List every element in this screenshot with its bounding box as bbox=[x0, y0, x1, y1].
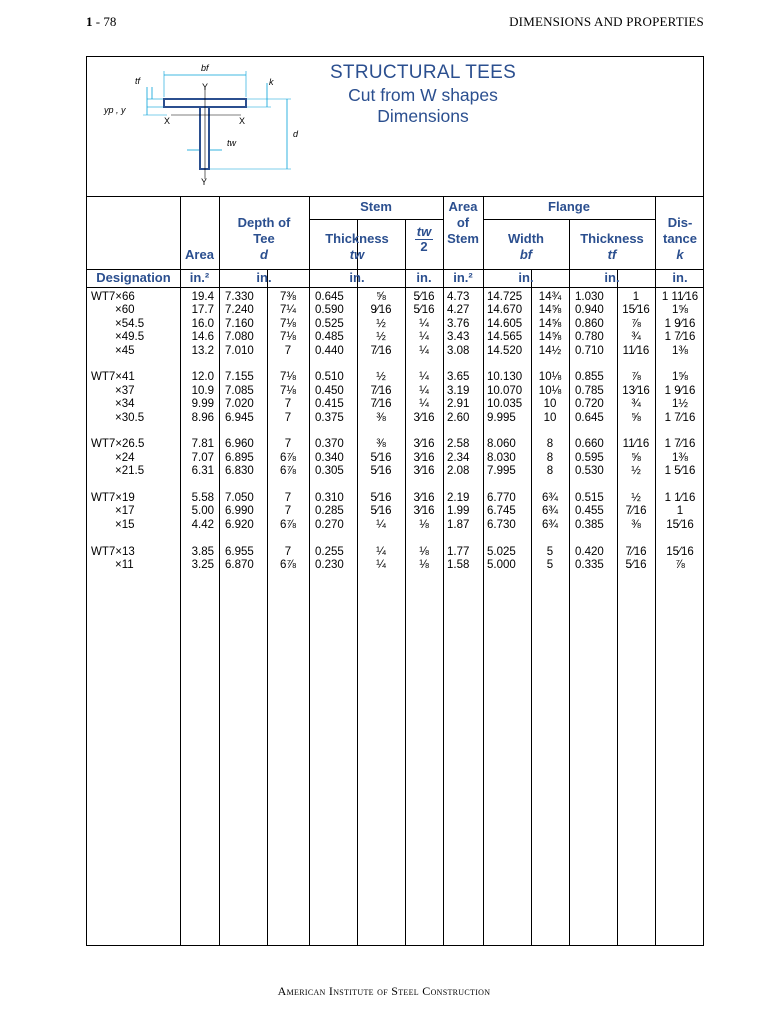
cell-d-frac: 7 bbox=[284, 344, 292, 357]
tee-section-diagram bbox=[87, 57, 317, 197]
cell-astem: 1.99 bbox=[447, 505, 470, 518]
cell-d: 7.020 bbox=[225, 398, 254, 411]
cell-astem: 4.27 bbox=[447, 304, 470, 317]
cell-astem: 2.08 bbox=[447, 465, 470, 478]
cell-tw-frac: ⅜ bbox=[376, 411, 386, 424]
cell-designation: WT7×13 bbox=[91, 545, 135, 558]
cell-tw2: 3⁄16 bbox=[413, 411, 435, 424]
col-rule bbox=[267, 269, 268, 945]
cell-tw: 0.270 bbox=[315, 518, 344, 531]
header-distance: Dis- tance k bbox=[663, 215, 697, 262]
cell-bf-frac: 8 bbox=[546, 438, 554, 451]
cell-area: 19.4 bbox=[191, 291, 214, 303]
cell-tf: 0.860 bbox=[575, 317, 604, 330]
cell-tw: 0.590 bbox=[315, 304, 344, 317]
x-axis-right-label: X bbox=[239, 116, 246, 126]
cell-tw-frac: 5⁄16 bbox=[370, 492, 392, 504]
unit-flange-thickness: in. bbox=[604, 270, 620, 285]
col-rule bbox=[309, 197, 310, 945]
cell-d-frac: 7 bbox=[284, 438, 292, 451]
cell-astem: 2.34 bbox=[447, 451, 470, 464]
cell-tf-frac: ½ bbox=[631, 492, 641, 504]
cell-designation: ×30.5 bbox=[115, 411, 145, 424]
cell-area: 17.7 bbox=[191, 304, 214, 317]
cell-tf-frac: ⅝ bbox=[631, 451, 641, 464]
cell-bf: 9.995 bbox=[487, 411, 516, 424]
cell-bf: 5.025 bbox=[487, 545, 516, 558]
cell-tf-frac: 13⁄16 bbox=[622, 384, 650, 397]
cell-tf-frac: ⅜ bbox=[631, 518, 641, 531]
cell-tw-frac: 5⁄16 bbox=[370, 465, 392, 478]
cell-d-frac: 7⅛ bbox=[280, 384, 296, 397]
col-rule bbox=[617, 269, 618, 945]
cell-k: 1⅜ bbox=[672, 451, 688, 464]
cell-bf-frac: 6¾ bbox=[542, 518, 558, 531]
cell-tw-frac: 5⁄16 bbox=[370, 451, 392, 464]
cell-tw-frac: ⅝ bbox=[376, 291, 386, 303]
cell-astem: 3.19 bbox=[447, 384, 470, 397]
cell-area: 6.31 bbox=[191, 465, 214, 478]
cell-d-frac: 7⅛ bbox=[280, 317, 296, 330]
cell-k: ⅞ bbox=[675, 559, 685, 571]
cell-k: 1 11⁄16 bbox=[661, 291, 699, 303]
header-depth: Depth of Tee d bbox=[237, 215, 291, 262]
cell-designation: ×11 bbox=[115, 559, 134, 571]
cell-bf-frac: 14⅝ bbox=[538, 304, 562, 317]
cell-area: 16.0 bbox=[191, 317, 214, 330]
cell-bf-frac: 5 bbox=[546, 545, 554, 558]
unit-width: in. bbox=[518, 270, 534, 285]
cell-tw-frac: ½ bbox=[376, 331, 386, 344]
cell-d-frac: 6⅞ bbox=[280, 559, 296, 571]
cell-bf-frac: 14⅝ bbox=[538, 317, 562, 330]
col-rule bbox=[531, 269, 532, 945]
d-label: d bbox=[293, 129, 299, 139]
cell-designation: WT7×41 bbox=[91, 371, 135, 384]
unit-area-stem: in.² bbox=[453, 270, 473, 285]
cell-bf-frac: 5 bbox=[546, 559, 554, 571]
cell-tw-frac: ¼ bbox=[376, 518, 386, 531]
col-rule bbox=[483, 197, 484, 945]
cell-k: 1 9⁄16 bbox=[664, 317, 696, 330]
cell-tw: 0.440 bbox=[315, 344, 344, 357]
cell-area: 7.07 bbox=[191, 451, 214, 464]
cell-designation: ×37 bbox=[115, 384, 135, 397]
cell-bf: 10.130 bbox=[487, 371, 523, 384]
header-flange-thickness: Thickness tf bbox=[580, 231, 644, 262]
cell-tw2: ⅛ bbox=[419, 518, 429, 531]
cell-tw: 0.415 bbox=[315, 398, 344, 411]
cell-bf-frac: 8 bbox=[546, 451, 554, 464]
section-title: DIMENSIONS AND PROPERTIES bbox=[509, 14, 704, 29]
cell-astem: 2.58 bbox=[447, 438, 470, 451]
cell-d: 6.990 bbox=[225, 505, 254, 518]
cell-k: 1 1⁄16 bbox=[664, 492, 696, 504]
cell-d: 6.830 bbox=[225, 465, 254, 478]
cell-astem: 3.08 bbox=[447, 344, 470, 357]
cell-d: 7.080 bbox=[225, 331, 254, 344]
cell-tw: 0.255 bbox=[315, 545, 344, 558]
cell-astem: 3.76 bbox=[447, 317, 470, 330]
cell-d: 7.050 bbox=[225, 492, 254, 504]
cell-tf-frac: ½ bbox=[631, 465, 641, 478]
cell-designation: WT7×19 bbox=[91, 492, 135, 504]
cell-tw2: ¼ bbox=[419, 317, 429, 330]
cell-bf-frac: 10⅛ bbox=[538, 371, 562, 384]
cell-area: 8.96 bbox=[191, 411, 214, 424]
cell-k: 1 7⁄16 bbox=[664, 438, 696, 451]
cell-tw2: ⅛ bbox=[419, 559, 429, 571]
cell-d: 6.895 bbox=[225, 451, 254, 464]
cell-bf: 6.770 bbox=[487, 492, 516, 504]
cell-designation: ×17 bbox=[115, 505, 135, 518]
cell-tw2: ¼ bbox=[419, 398, 429, 411]
cell-tf-frac: ⅝ bbox=[631, 411, 641, 424]
cell-tw: 0.645 bbox=[315, 291, 344, 303]
cell-tw-frac: ½ bbox=[376, 317, 386, 330]
cell-tw: 0.370 bbox=[315, 438, 344, 451]
cell-tf: 0.780 bbox=[575, 331, 604, 344]
cell-tw2: 3⁄16 bbox=[413, 492, 435, 504]
cell-astem: 1.87 bbox=[447, 518, 470, 531]
y-axis-bottom-label: Y bbox=[201, 177, 208, 187]
cell-bf: 7.995 bbox=[487, 465, 516, 478]
cell-astem: 3.43 bbox=[447, 331, 470, 344]
page-footer: American Institute of Steel Construction bbox=[277, 984, 491, 998]
cell-k: 1½ bbox=[672, 398, 688, 411]
cell-tf: 0.455 bbox=[575, 505, 604, 518]
cell-tw-frac: ¼ bbox=[376, 545, 386, 558]
cell-bf-frac: 14¾ bbox=[538, 291, 562, 303]
cell-bf-frac: 8 bbox=[546, 465, 554, 478]
cell-designation: ×24 bbox=[115, 451, 135, 464]
cell-area: 10.9 bbox=[191, 384, 214, 397]
cell-tw-frac: ⅜ bbox=[376, 438, 386, 451]
cell-tw-frac: ¼ bbox=[376, 559, 386, 571]
cell-tf: 0.720 bbox=[575, 398, 604, 411]
cell-bf-frac: 10 bbox=[543, 398, 557, 411]
cell-astem: 1.77 bbox=[447, 545, 470, 558]
cell-bf-frac: 14⅝ bbox=[538, 331, 562, 344]
cell-d: 7.160 bbox=[225, 317, 254, 330]
cell-tw2: 5⁄16 bbox=[413, 291, 435, 303]
table-subtitle-2: Dimensions bbox=[377, 106, 469, 126]
cell-tw-frac: 7⁄16 bbox=[370, 344, 392, 357]
cell-d-frac: 6⅞ bbox=[280, 451, 296, 464]
flange-spanner-rule bbox=[483, 219, 655, 220]
cell-tw: 0.230 bbox=[315, 559, 344, 571]
cell-designation: ×60 bbox=[115, 304, 135, 317]
cell-tw: 0.510 bbox=[315, 371, 344, 384]
cell-bf-frac: 14½ bbox=[538, 344, 562, 357]
unit-tw-half: in. bbox=[416, 270, 432, 285]
cell-tw2: 3⁄16 bbox=[413, 438, 435, 451]
cell-tf: 0.645 bbox=[575, 411, 604, 424]
cell-tw-frac: 5⁄16 bbox=[370, 505, 392, 518]
cell-d: 6.920 bbox=[225, 518, 254, 531]
cell-designation: ×45 bbox=[115, 344, 135, 357]
cell-tw2: 3⁄16 bbox=[413, 451, 435, 464]
cell-d: 7.085 bbox=[225, 384, 254, 397]
cell-tw-frac: 7⁄16 bbox=[370, 398, 392, 411]
cell-bf-frac: 6¾ bbox=[542, 492, 558, 504]
cell-tw: 0.305 bbox=[315, 465, 344, 478]
cell-d: 6.945 bbox=[225, 411, 254, 424]
header-bottom-rule bbox=[87, 287, 703, 288]
cell-tw: 0.375 bbox=[315, 411, 344, 424]
cell-tw: 0.485 bbox=[315, 331, 344, 344]
cell-tf-frac: 11⁄16 bbox=[622, 344, 650, 357]
header-tw-half: tw 2 bbox=[416, 224, 432, 254]
cell-designation: ×21.5 bbox=[115, 465, 145, 478]
cell-tf: 0.595 bbox=[575, 451, 604, 464]
cell-bf: 10.035 bbox=[487, 398, 523, 411]
cell-tf: 0.855 bbox=[575, 371, 604, 384]
cell-bf: 8.060 bbox=[487, 438, 516, 451]
cell-d: 6.955 bbox=[225, 545, 254, 558]
k-label: k bbox=[269, 77, 274, 87]
cell-tf: 0.530 bbox=[575, 465, 604, 478]
cell-bf: 14.520 bbox=[487, 344, 523, 357]
header-stem: Stem bbox=[360, 199, 392, 214]
unit-distance: in. bbox=[672, 270, 688, 285]
tw-label: tw bbox=[227, 138, 236, 148]
cell-k: 1 9⁄16 bbox=[664, 384, 696, 397]
cell-bf: 14.670 bbox=[487, 304, 523, 317]
unit-stem-thickness: in. bbox=[349, 270, 365, 285]
cell-tf-frac: 15⁄16 bbox=[622, 304, 650, 317]
cell-d: 7.010 bbox=[225, 344, 254, 357]
cell-tw2: ¼ bbox=[419, 384, 429, 397]
cell-astem: 2.19 bbox=[447, 492, 470, 504]
cell-tw2: ¼ bbox=[419, 371, 429, 384]
cell-k: 1 7⁄16 bbox=[664, 411, 696, 424]
col-rule bbox=[443, 197, 444, 945]
cell-tf: 0.420 bbox=[575, 545, 604, 558]
cell-designation: ×34 bbox=[115, 398, 135, 411]
unit-area: in.² bbox=[189, 270, 210, 285]
yp-label: yp , y bbox=[104, 105, 126, 115]
cell-area: 9.99 bbox=[191, 398, 214, 411]
cell-bf: 5.000 bbox=[487, 559, 516, 571]
cell-designation: WT7×66 bbox=[91, 291, 135, 303]
cell-area: 13.2 bbox=[191, 344, 214, 357]
cell-tw-frac: ½ bbox=[376, 371, 386, 384]
cell-d-frac: 7¼ bbox=[280, 304, 296, 317]
cell-tw: 0.525 bbox=[315, 317, 344, 330]
cell-tw: 0.285 bbox=[315, 505, 344, 518]
cell-designation: ×49.5 bbox=[115, 331, 145, 344]
cell-tw-frac: 7⁄16 bbox=[370, 384, 392, 397]
cell-area: 3.85 bbox=[191, 545, 214, 558]
x-axis-left-label: X bbox=[164, 116, 171, 126]
cell-tw: 0.450 bbox=[315, 384, 344, 397]
cell-bf: 6.745 bbox=[487, 505, 516, 518]
col-rule bbox=[219, 197, 220, 945]
cell-d-frac: 7 bbox=[284, 492, 292, 504]
cell-area: 5.00 bbox=[191, 505, 214, 518]
cell-k: 15⁄16 bbox=[666, 545, 694, 558]
cell-d-frac: 7 bbox=[284, 398, 292, 411]
cell-tf-frac: 1 bbox=[632, 291, 640, 303]
cell-k: 15⁄16 bbox=[666, 518, 694, 531]
cell-area: 7.81 bbox=[191, 438, 214, 451]
cell-bf-frac: 10 bbox=[543, 411, 557, 424]
stem-spanner-rule bbox=[309, 219, 443, 220]
cell-d-frac: 7 bbox=[284, 505, 292, 518]
cell-tf-frac: 7⁄16 bbox=[625, 545, 647, 558]
tf-label: tf bbox=[135, 76, 141, 86]
cell-bf: 14.565 bbox=[487, 331, 523, 344]
cell-tf: 0.385 bbox=[575, 518, 604, 531]
cell-designation: WT7×26.5 bbox=[91, 438, 145, 451]
cell-tf-frac: ¾ bbox=[631, 398, 641, 411]
cell-designation: ×54.5 bbox=[115, 317, 145, 330]
cell-tw: 0.310 bbox=[315, 492, 344, 504]
cell-tw2: ⅛ bbox=[419, 545, 429, 558]
cell-bf: 6.730 bbox=[487, 518, 516, 531]
cell-tf: 1.030 bbox=[575, 291, 604, 303]
cell-bf-frac: 10⅛ bbox=[538, 384, 562, 397]
cell-designation: ×15 bbox=[115, 518, 135, 531]
cell-astem: 2.60 bbox=[447, 411, 470, 424]
cell-area: 5.58 bbox=[191, 492, 214, 504]
cell-tf: 0.335 bbox=[575, 559, 604, 571]
cell-tw2: 5⁄16 bbox=[413, 304, 435, 317]
cell-tf: 0.785 bbox=[575, 384, 604, 397]
header-designation: Designation bbox=[96, 270, 171, 285]
cell-tf-frac: ⅞ bbox=[631, 371, 641, 384]
cell-k: 1⅝ bbox=[672, 371, 688, 384]
cell-tf-frac: 11⁄16 bbox=[622, 438, 650, 451]
table-title: STRUCTURAL TEES bbox=[329, 62, 517, 83]
cell-astem: 1.58 bbox=[447, 559, 470, 571]
cell-d-frac: 7⅛ bbox=[280, 371, 296, 384]
cell-k: 1⅝ bbox=[672, 304, 688, 317]
cell-d: 6.870 bbox=[225, 559, 254, 571]
dimensions-table bbox=[86, 56, 704, 946]
cell-k: 1⅜ bbox=[672, 344, 688, 357]
cell-area: 4.42 bbox=[191, 518, 214, 531]
cell-tf: 0.515 bbox=[575, 492, 604, 504]
cell-tf-frac: 7⁄16 bbox=[625, 505, 647, 518]
cell-tw2: ¼ bbox=[419, 331, 429, 344]
cell-tw: 0.340 bbox=[315, 451, 344, 464]
cell-tw2: 3⁄16 bbox=[413, 465, 435, 478]
cell-k: 1 7⁄16 bbox=[664, 331, 696, 344]
cell-d: 7.240 bbox=[225, 304, 254, 317]
cell-k: 1 bbox=[676, 505, 684, 518]
cell-astem: 2.91 bbox=[447, 398, 470, 411]
cell-bf: 14.725 bbox=[487, 291, 523, 303]
cell-astem: 4.73 bbox=[447, 291, 470, 303]
cell-tf-frac: 5⁄16 bbox=[625, 559, 647, 571]
cell-tf-frac: ¾ bbox=[631, 331, 641, 344]
cell-tf: 0.660 bbox=[575, 438, 604, 451]
cell-d: 7.330 bbox=[225, 291, 254, 303]
header-flange-width: Width bf bbox=[508, 231, 544, 262]
unit-depth: in. bbox=[256, 270, 272, 285]
y-axis-top-label: Y bbox=[202, 82, 209, 92]
cell-d-frac: 7 bbox=[284, 411, 292, 424]
header-area: Area bbox=[185, 247, 214, 262]
cell-bf: 8.030 bbox=[487, 451, 516, 464]
cell-d-frac: 6⅞ bbox=[280, 465, 296, 478]
cell-d-frac: 7 bbox=[284, 545, 292, 558]
cell-tf: 0.710 bbox=[575, 344, 604, 357]
cell-k: 1 5⁄16 bbox=[664, 465, 696, 478]
cell-area: 3.25 bbox=[191, 559, 214, 571]
cell-bf: 10.070 bbox=[487, 384, 523, 397]
cell-d: 7.155 bbox=[225, 371, 254, 384]
cell-area: 12.0 bbox=[191, 371, 214, 384]
header-area-of-stem: Area of Stem bbox=[447, 199, 479, 246]
cell-bf: 14.605 bbox=[487, 317, 523, 330]
cell-tw2: 3⁄16 bbox=[413, 505, 435, 518]
cell-tf: 0.940 bbox=[575, 304, 604, 317]
cell-tw-frac: 9⁄16 bbox=[370, 304, 392, 317]
cell-area: 14.6 bbox=[191, 331, 214, 344]
cell-astem: 3.65 bbox=[447, 371, 470, 384]
bf-label: bf bbox=[201, 63, 209, 73]
cell-d-frac: 6⅞ bbox=[280, 518, 296, 531]
header-stem-thickness: Thickness tw bbox=[325, 231, 389, 262]
cell-d: 6.960 bbox=[225, 438, 254, 451]
page-number: 1 - 78 bbox=[86, 14, 117, 29]
cell-d-frac: 7⅛ bbox=[280, 331, 296, 344]
cell-bf-frac: 6¾ bbox=[542, 505, 558, 518]
table-subtitle: Cut from W shapes bbox=[348, 85, 498, 105]
cell-d-frac: 7⅜ bbox=[280, 291, 296, 303]
col-rule bbox=[569, 219, 570, 945]
cell-tw2: ¼ bbox=[419, 344, 429, 357]
cell-tf-frac: ⅞ bbox=[631, 317, 641, 330]
header-flange: Flange bbox=[548, 199, 590, 214]
